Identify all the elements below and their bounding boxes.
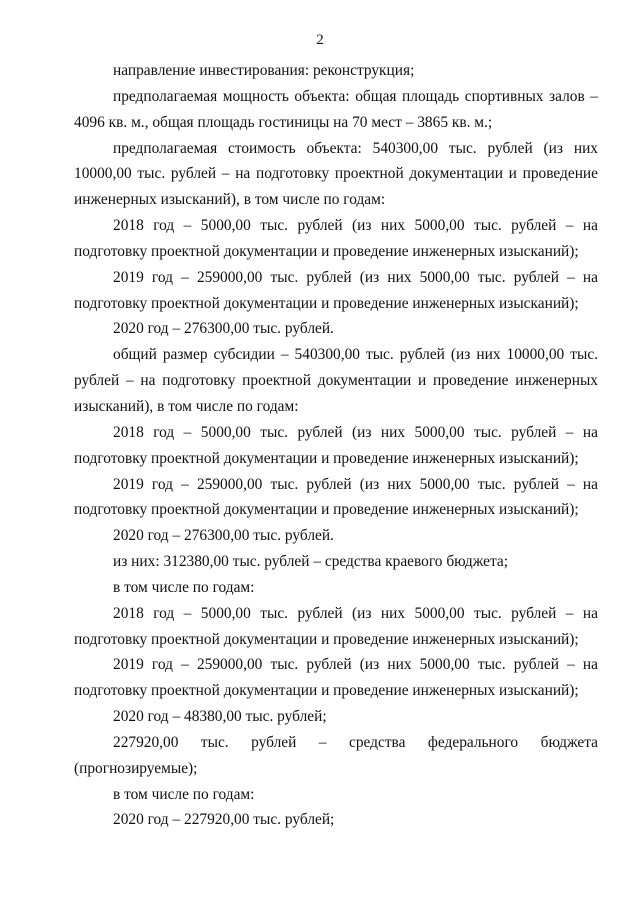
paragraph-by-years-federal: в том числе по годам: xyxy=(113,785,255,803)
paragraph-by-years-regional: в том числе по годам: xyxy=(113,578,255,596)
paragraph-cost-2019: 2019 год – 259000,00 тыс. рублей (из них 5000,00 тыс. рублей – на подготовку проектной документации и проведение инженерных изысканий); xyxy=(74,268,598,312)
page-number: 2 xyxy=(316,32,324,48)
document-body xyxy=(74,58,598,833)
paragraph-subsidy-2020: 2020 год – 276300,00 тыс. рублей. xyxy=(113,527,334,545)
paragraph-regional-2020: 2020 год – 48380,00 тыс. рублей; xyxy=(113,708,327,726)
paragraph-subsidy-2018: 2018 год – 5000,00 тыс. рублей (из них 5000,00 тыс. рублей – на подготовку проектной документации и проведение инженерных изысканий); xyxy=(74,423,598,467)
paragraph-cost-2018: 2018 год – 5000,00 тыс. рублей (из них 5000,00 тыс. рублей – на подготовку проектной документации и проведение инженерных изысканий); xyxy=(74,217,598,260)
paragraph-cost-2020: 2020 год – 276300,00 тыс. рублей. xyxy=(113,320,334,338)
paragraph-regional-budget: из них: 312380,00 тыс. рублей – средства краевого бюджета; xyxy=(113,553,508,571)
paragraph-capacity: предполагаемая мощность объекта: общая площадь спортивных залов – 4096 кв. м., общая площадь гостиницы на 70 мест – 3865 кв. м.; xyxy=(74,87,598,131)
paragraph-federal-2020: 2020 год – 227920,00 тыс. рублей; xyxy=(113,811,335,829)
paragraph-direction: направление инвестирования: реконструкция; xyxy=(113,62,415,79)
paragraph-estimated-cost: предполагаемая стоимость объекта: 540300,00 тыс. рублей (из них 10000,00 тыс. рублей – на подготовку проектной документации и проведение инженерных изысканий), в том числе по годам: xyxy=(74,139,598,209)
paragraph-federal-budget: 227920,00 тыс. рублей – средства федерального бюджета (прогнозируемые); xyxy=(74,733,598,777)
paragraph-regional-2019: 2019 год – 259000,00 тыс. рублей (из них 5000,00 тыс. рублей – на подготовку проектной документации и проведение инженерных изысканий); xyxy=(74,656,598,700)
paragraph-subsidy-total: общий размер субсидии – 540300,00 тыс. рублей (из них 10000,00 тыс. рублей – на подготовку проектной документации и проведение инженерных изысканий), в том числе по годам: xyxy=(74,346,598,415)
paragraph-regional-2018: 2018 год – 5000,00 тыс. рублей (из них 5000,00 тыс. рублей – на подготовку проектной документации и проведение инженерных изысканий); xyxy=(74,604,598,648)
paragraph-subsidy-2019: 2019 год – 259000,00 тыс. рублей (из них 5000,00 тыс. рублей – на подготовку проектной документации и проведение инженерных изысканий); xyxy=(74,475,598,519)
